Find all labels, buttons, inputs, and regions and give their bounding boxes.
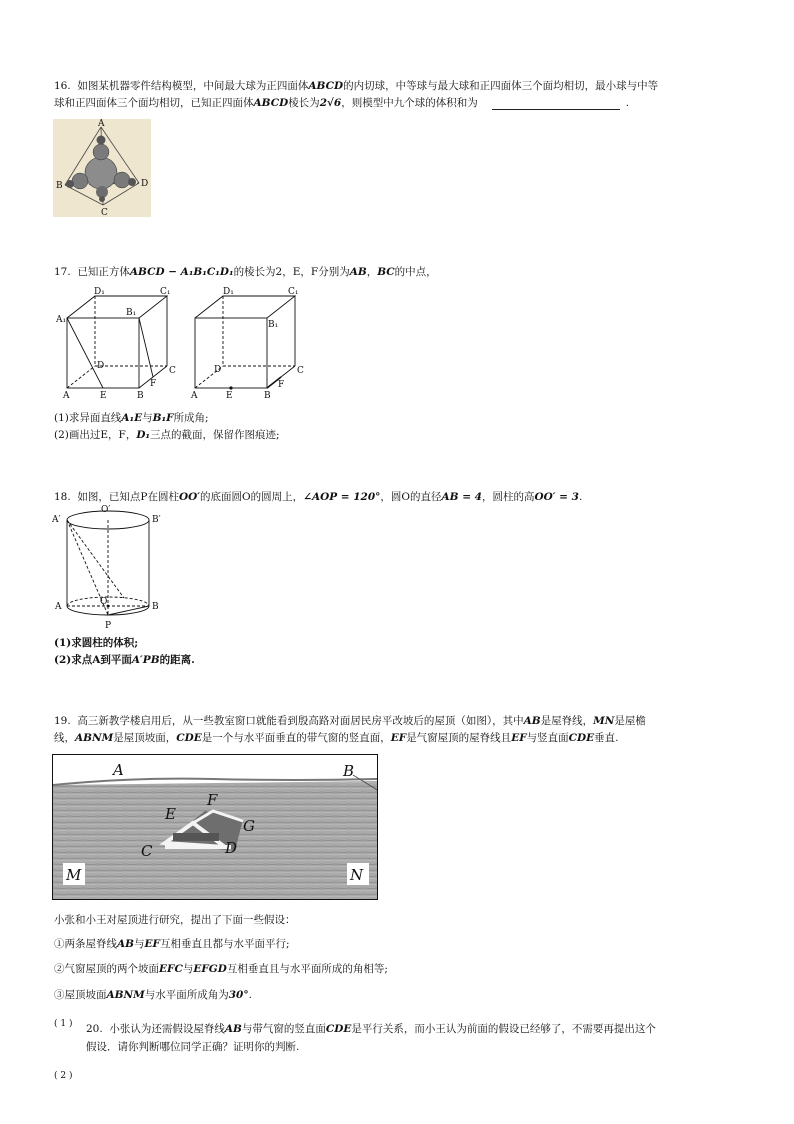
q19-text: ①两条屋脊线 xyxy=(54,938,117,950)
q17-figure-cube-1 xyxy=(54,284,179,399)
q19-photo-label-m: M xyxy=(66,866,82,884)
q17-label-d1: D₁ xyxy=(223,287,234,297)
q16-line1 xyxy=(54,79,658,93)
q17-label-c: C xyxy=(169,366,176,376)
q17-stem xyxy=(54,265,437,279)
q18-text: 的底面圆O的圆周上， xyxy=(200,491,304,503)
q16-label-b: B xyxy=(56,181,63,191)
q19-text: 与 xyxy=(134,938,145,950)
q17-text: ， xyxy=(366,266,378,278)
q17-text: 已知正方体 xyxy=(77,266,130,278)
q18-label-a: A xyxy=(55,602,62,612)
q16-text: 棱长为 xyxy=(288,97,320,109)
q19-math: EFC xyxy=(159,963,183,975)
q19-text: 是平行关系，而小王认为前面的假设已经够了，不需要再提出这个 xyxy=(351,1023,656,1035)
q19-math: AB xyxy=(523,715,541,727)
q18-text: (2)求点A到平面 xyxy=(54,654,132,666)
q17-math: BC xyxy=(377,266,395,278)
q16-figure-tetrahedron-spheres xyxy=(53,119,151,217)
q17-label-c1: C₁ xyxy=(160,287,171,297)
q19-math: AB xyxy=(117,938,135,950)
q18-figure-cylinder xyxy=(52,506,164,634)
q19-text: ③屋顶坡面 xyxy=(54,989,107,1001)
q17-label-f: F xyxy=(278,380,285,390)
q17-label-a: A xyxy=(63,391,70,401)
q19-math: EF xyxy=(144,938,160,950)
q19-text: 是屋脊线， xyxy=(540,715,594,727)
q18-math: OO′ xyxy=(178,491,201,503)
q18-text: 的距离. xyxy=(159,654,195,666)
q16-label-d: D xyxy=(141,179,149,189)
q16-number: 16. xyxy=(54,80,71,92)
q17-label-d1: D₁ xyxy=(94,287,105,297)
q19-math: CDE xyxy=(176,732,202,744)
q17-label-d: D xyxy=(214,365,222,375)
q19-text: 是屋顶坡面， xyxy=(113,732,177,744)
q16-line2 xyxy=(54,96,629,110)
q19-photo-label-a: A xyxy=(113,761,124,779)
q16-text: 如图某机器零件结构模型，中间最大球为正四面体 xyxy=(77,80,309,92)
q19-math: CDE xyxy=(325,1023,352,1035)
q18-label-a-prime: A′ xyxy=(52,515,61,525)
q17-label-b1: B₁ xyxy=(126,308,137,318)
q18-label-o-prime: O′ xyxy=(101,505,111,515)
q16-edge-length: 2√6 xyxy=(319,97,342,109)
q17-math: AB xyxy=(349,266,367,278)
q19-math: ABNM xyxy=(75,732,114,744)
q19-photo-label-d: D xyxy=(225,839,238,857)
q17-part2 xyxy=(54,428,280,442)
q17-math: ABCD − A₁B₁C₁D₁ xyxy=(129,266,234,278)
q18-text: . xyxy=(578,491,583,503)
q17-text: 的棱长为2，E，F分别为 xyxy=(233,266,350,278)
q18-text: ，圆柱的高 xyxy=(481,491,535,503)
q19-sub1-line2: 假设．请你判断哪位同学正确？证明你的判断. xyxy=(86,1041,300,1053)
q17-text: (2)画出过E，F， xyxy=(54,429,137,441)
q19-math: EF xyxy=(390,732,407,744)
q19-text: . xyxy=(248,989,252,1001)
q18-math: ∠AOP = 120° xyxy=(303,491,381,503)
q19-text: 互相垂直且与水平面所成的角相等; xyxy=(226,963,388,975)
q18-math: A′PB xyxy=(131,654,160,666)
q19-text: 是一个与水平面垂直的带气窗的竖直面， xyxy=(201,732,391,744)
q17-label-a1: A₁ xyxy=(56,315,67,325)
q16-math: ABCD xyxy=(308,80,344,92)
q17-math: A₁E xyxy=(121,412,143,424)
q19-photo-label-c: C xyxy=(141,842,153,860)
q18-stem xyxy=(54,490,582,504)
q19-text: ②气窗屋顶的两个坡面 xyxy=(54,963,159,975)
q18-label-o: O xyxy=(100,597,108,607)
q19-sub1-line1 xyxy=(86,1022,656,1036)
q19-text: 线， xyxy=(54,732,75,744)
q19-math: MN xyxy=(593,715,615,727)
q17-label-e: E xyxy=(226,391,233,401)
q17-text: 的中点， xyxy=(394,266,437,278)
q19-math: AB xyxy=(224,1023,242,1035)
q19-text: 与 xyxy=(182,963,194,975)
q17-text: 所成角; xyxy=(173,412,209,424)
q18-part2 xyxy=(54,653,195,667)
q19-math: EFGD xyxy=(193,963,227,975)
q16-text: 的内切球，中等球与最大球和正四面体三个面均相切，最小球与中等 xyxy=(343,80,659,92)
q19-line1 xyxy=(54,714,646,728)
q17-label-a: A xyxy=(191,391,198,401)
q17-label-f: F xyxy=(150,379,157,389)
q19-math: 30° xyxy=(228,989,249,1001)
q17-label-b: B xyxy=(137,391,144,401)
q17-label-c1: C₁ xyxy=(288,287,299,297)
q17-text: (1)求异面直线 xyxy=(54,412,122,424)
q17-label-b: B xyxy=(264,391,271,401)
q19-math: CDE xyxy=(568,732,595,744)
q17-part1 xyxy=(54,411,209,425)
q18-number: 18. xyxy=(54,491,71,503)
q18-part1: (1)求圆柱的体积; xyxy=(54,637,139,649)
q19-hypothesis-1 xyxy=(54,937,290,951)
q18-math: OO′ = 3 xyxy=(534,491,579,503)
q18-label-p: P xyxy=(105,621,112,631)
q18-label-b-prime: B′ xyxy=(152,515,161,525)
q19-photo-label-b: B xyxy=(343,762,355,780)
q19-text: 垂直. xyxy=(594,732,619,744)
q19-text: 是气窗屋顶的屋脊线且 xyxy=(406,732,512,744)
q16-text: 球和正四面体三个面均相切，已知正四面体 xyxy=(54,97,254,109)
q16-text: ，则模型中九个球的体积和为 xyxy=(341,97,478,109)
q19-sub1-mark: ( 1 ) xyxy=(54,1019,73,1029)
q19-photo-label-f: F xyxy=(207,791,218,809)
q19-intro: 小张和小王对屋顶进行研究，提出了下面一些假设： xyxy=(54,914,296,926)
q16-label-a: A xyxy=(98,119,105,129)
q18-text: 如图，已知点P在圆柱 xyxy=(77,491,179,503)
q19-text: 是屋檐 xyxy=(614,715,646,727)
q18-math: AB = 4 xyxy=(441,491,482,503)
q19-text: 高三新教学楼启用后，从一些教室窗口就能看到殷高路对面居民房平改坡后的屋顶（如图），其中 xyxy=(77,715,524,727)
q19-text: 互相垂直且都与水平面平行; xyxy=(160,938,290,950)
q16-text: . xyxy=(625,97,630,109)
q17-text: 与 xyxy=(142,412,153,424)
q18-text: ，圆O的直径 xyxy=(380,491,442,503)
q17-math: B₁F xyxy=(152,412,174,424)
q19-photo-label-n: N xyxy=(350,866,364,884)
q16-label-c: C xyxy=(101,208,108,218)
q19-text: 与带气窗的竖直面 xyxy=(241,1023,326,1035)
q19-text: 与水平面所成角为 xyxy=(144,989,229,1001)
q16-math: ABCD xyxy=(253,97,289,109)
q17-label-b1: B₁ xyxy=(268,320,279,330)
q19-text: 小张认为还需假设屋脊线 xyxy=(109,1023,225,1035)
q19-photo-label-e: E xyxy=(165,805,176,823)
q19-number: 19. xyxy=(54,715,71,727)
q17-text: 三点的截面，保留作图痕迹; xyxy=(150,429,280,441)
q17-figure-cube-2 xyxy=(184,284,309,399)
q19-roof-photo xyxy=(52,754,378,900)
q18-label-b: B xyxy=(152,602,159,612)
q17-label-d: D xyxy=(97,361,105,371)
q19-line2 xyxy=(54,731,618,745)
q19-hypothesis-2 xyxy=(54,962,388,976)
answer-blank xyxy=(492,99,620,110)
q17-label-c: C xyxy=(297,366,304,376)
q19-sub2-mark: ( 2 ) xyxy=(54,1071,73,1081)
q17-math: D₁ xyxy=(136,429,151,441)
q19-sub1-number: 20. xyxy=(86,1023,103,1035)
q19-photo-label-g: G xyxy=(243,817,255,835)
q19-hypothesis-3 xyxy=(54,988,252,1002)
q17-label-e: E xyxy=(100,391,107,401)
q19-math: EF xyxy=(511,732,527,744)
q19-text: 与竖直面 xyxy=(526,732,569,744)
q17-number: 17. xyxy=(54,266,71,278)
q19-math: ABNM xyxy=(106,989,145,1001)
